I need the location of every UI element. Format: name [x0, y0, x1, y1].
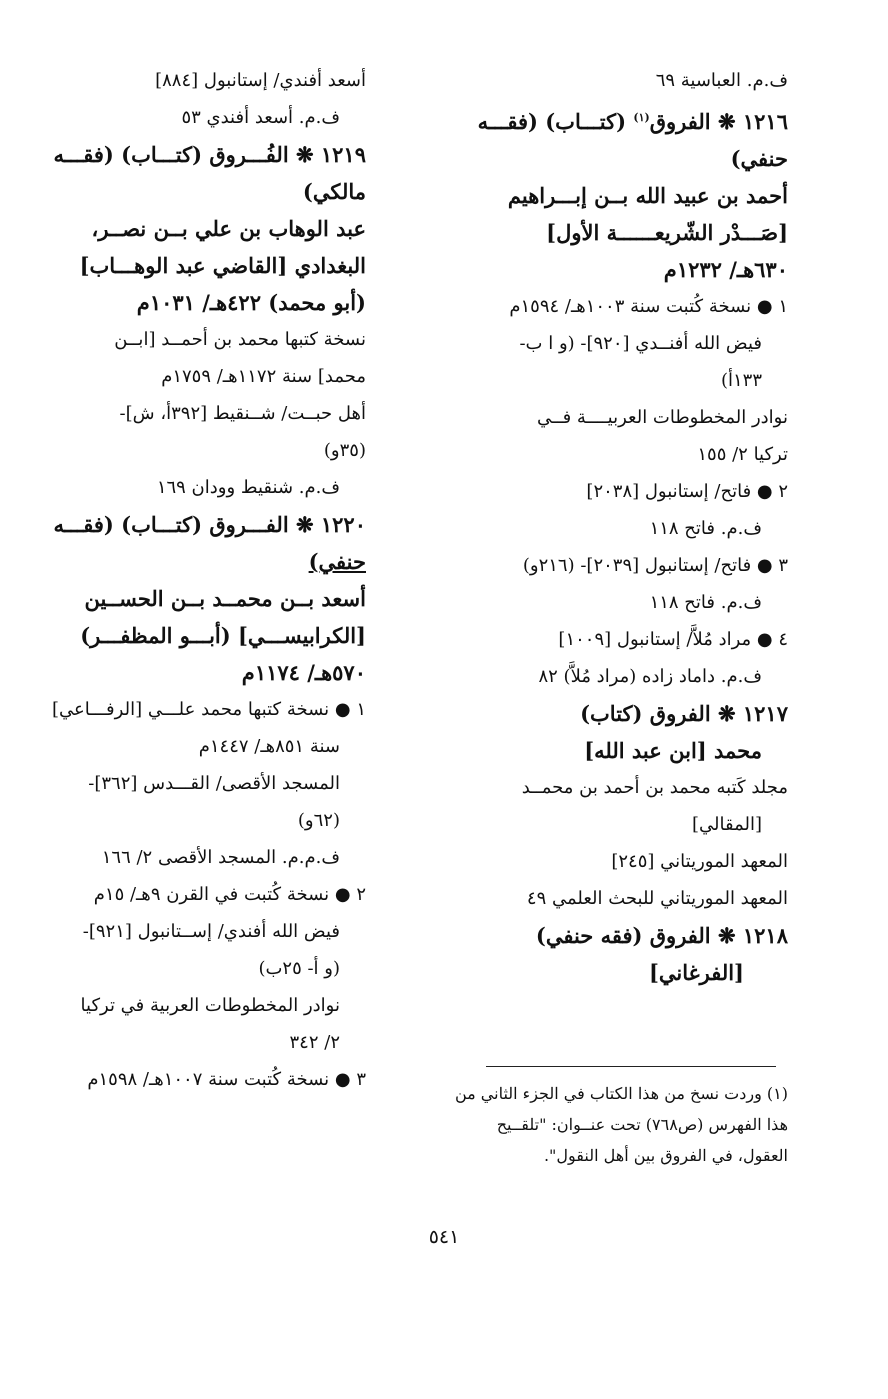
- copy-line: مجلد كَتبه محمد بن أحمد بن محمــد: [521, 777, 788, 798]
- entry-author: [الفرغاني]: [648, 960, 744, 985]
- holding-line: فيض الله أفندي/ إســتانبول [٩٢١]-: [82, 921, 340, 942]
- entry-1218-heading: ١٢١٨ ❋ الفروق (فقه حنفي): [535, 923, 788, 948]
- footnote: [448, 1078, 788, 1171]
- reference-line: نوادر المخطوطات العربية في تركيا: [80, 995, 340, 1016]
- reference-line: ف.م. فاتح ١١٨: [649, 518, 762, 539]
- star-icon: ❋: [717, 109, 736, 134]
- copy-line: ٣ ● نسخة كُتبت سنة ١٠٠٧هـ/ ١٥٩٨م: [87, 1069, 366, 1090]
- reference-line: ف.م. أسعد أفندي ٥٣: [181, 107, 340, 128]
- right-column: [450, 62, 788, 991]
- entry-author-cont: البغدادي [القاضي عبد الوهـــاب]: [79, 253, 366, 278]
- copy-line: ١ ● نسخة كُتبت سنة ١٠٠٣هـ/ ١٥٩٤م: [509, 296, 788, 317]
- copy-line: ٤ ● مراد مُلاَّ/ إستانبول [١٠٠٩]: [558, 629, 788, 650]
- footnote-line: هذا الفهرس (ص٧٦٨) تحت عنــوان: "تلقــيح: [496, 1115, 788, 1134]
- footnote-line: العقول، في الفروق بين أهل النقول".: [543, 1146, 788, 1165]
- reference-line: المعهد الموريتاني للبحث العلمي ٤٩: [526, 888, 788, 909]
- holding-line: (و أ- ٢٥ب): [258, 958, 340, 979]
- holding-line: المسجد الأقصى/ القـــدس [٣٦٢]-: [88, 773, 340, 794]
- entry-1220-heading: ١٢٢٠ ❋ الفـــروق (كتـــاب) (فقـــه: [53, 512, 366, 537]
- holding-line: أهل حبــت/ شــنقيط [٣٩٢أ، ش]-: [119, 403, 366, 424]
- holding-line: أسعد أفندي/ إستانبول [٨٨٤]: [155, 70, 366, 91]
- reference-line: ف.م. داماد زاده (مراد مُلاَّ) ٨٢: [538, 666, 762, 687]
- entry-title: الفروق: [649, 109, 711, 134]
- copy-line: ٢ ● فاتح/ إستانبول [٢٠٣٨]: [586, 481, 788, 502]
- left-column: [48, 62, 366, 1098]
- entry-kind-cont: حنفي): [730, 146, 788, 171]
- entry-kind: (كتـــاب) (فقـــه: [477, 109, 627, 134]
- copy-line: ٣ ● فاتح/ إستانبول [٢٠٣٩]- (٢١٦و): [522, 555, 788, 576]
- footnote-line: (١) وردت نسخ من هذا الكتاب في الجزء الثاني من: [454, 1084, 788, 1103]
- entry-kind-cont: حنفي): [308, 549, 366, 574]
- reference-line: تركيا ٢/ ١٥٥: [697, 444, 788, 465]
- reference-line: ٢/ ٣٤٢: [289, 1032, 340, 1053]
- footnote-ref: (١): [633, 111, 650, 124]
- holding-line: ف.م. العباسية ٦٩: [655, 70, 788, 91]
- entry-date: ٥٧٠هـ/ ١١٧٤م: [241, 660, 366, 685]
- holding-line: (٦٢و): [297, 810, 340, 831]
- page-number: ٥٤١: [428, 1226, 460, 1248]
- entry-number: ١٢١٦: [742, 109, 788, 134]
- entry-kind-cont: مالكي): [302, 179, 366, 204]
- footnote-divider: [486, 1066, 776, 1067]
- entry-author: محمد [ابن عبد الله]: [584, 738, 762, 763]
- reference-line: ف.م. شنقيط وودان ١٦٩: [156, 477, 340, 498]
- entry-date: (أبو محمد) ٤٢٢هـ/ ١٠٣١م: [136, 290, 366, 315]
- copy-line: سنة ٨٥١هـ/ ١٤٤٧م: [198, 736, 340, 757]
- entry-1216-heading: [450, 99, 788, 140]
- copy-line: ١٣٣أ): [720, 370, 762, 391]
- holding-line: (٣٥و): [323, 440, 366, 461]
- reference-line: نوادر المخطوطات العربيــــة فــي: [537, 407, 788, 428]
- reference-line: ف.م. فاتح ١١٨: [649, 592, 762, 613]
- copy-line: نسخة كتبها محمد بن أحمــد [ابــن: [114, 329, 366, 350]
- copy-line: [المقالي]: [691, 814, 762, 835]
- copy-line: ٢ ● نسخة كُتبت في القرن ٩هـ/ ١٥م: [93, 884, 366, 905]
- entry-author: أحمد بن عبيد الله بــن إبـــراهيم: [507, 183, 788, 208]
- entry-author-cont: [الكرابيســـي] (أبـــو المظفـــر): [80, 623, 366, 648]
- entry-date: ٦٣٠هـ/ ١٢٣٢م: [663, 257, 788, 282]
- entry-1219-heading: ١٢١٩ ❋ الفُـــروق (كتـــاب) (فقـــه: [53, 142, 366, 167]
- entry-1217-heading: ١٢١٧ ❋ الفروق (كتاب): [580, 701, 788, 726]
- holding-line: المعهد الموريتاني [٢٤٥]: [611, 851, 788, 872]
- entry-author: أسعد بــن محمــد بــن الحســين: [84, 586, 366, 611]
- copy-line: محمد] سنة ١١٧٢هـ/ ١٧٥٩م: [161, 366, 366, 387]
- entry-author: عبد الوهاب بن علي بــن نصــر،: [91, 216, 366, 241]
- copy-line: فيض الله أفنــدي [٩٢٠]- (و ا ب-: [519, 333, 762, 354]
- copy-line: ١ ● نسخة كتبها محمد علـــي [الرفـــاعي]: [51, 699, 366, 720]
- reference-line: ف.م.م. المسجد الأقصى ٢/ ١٦٦: [101, 847, 340, 868]
- entry-author-cont: [صَـــدْر الشّريعــــــة الأول]: [546, 220, 788, 245]
